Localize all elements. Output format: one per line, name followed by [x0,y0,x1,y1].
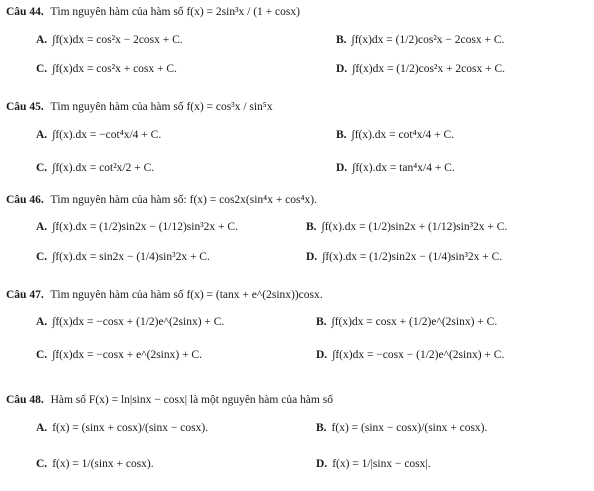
question-text: Tìm nguyên hàm của hàm số [50,101,184,113]
answer-option-c[interactable]: C. ∫f(x)dx = −cosx + e^(2sinx) + C. [36,349,202,361]
question-text: Tìm nguyên hàm của hàm số: [50,194,187,206]
question-number: Câu 46. [6,194,44,206]
question-number: Câu 48. [6,394,44,406]
answer-option-a[interactable]: A. ∫f(x).dx = (1/2)sin2x − (1/12)sin³2x + C. [36,221,238,233]
answer-option-d[interactable]: D. ∫f(x)dx = −cosx − (1/2)e^(2sinx) + C. [316,349,505,361]
question-function: f(x) = 2sin³x / (1 + cosx) [186,6,300,18]
question-text: Tìm nguyên hàm của hàm số [50,289,184,301]
answer-option-a[interactable]: A. f(x) = (sinx + cosx)/(sinx − cosx). [36,422,209,434]
question-text: Hàm số [50,394,87,406]
answer-option-c[interactable]: C. ∫f(x).dx = sin2x − (1/4)sin³2x + C. [36,251,210,263]
answer-option-b[interactable]: B. ∫f(x)dx = (1/2)cos²x − 2cosx + C. [336,34,505,46]
question-47 [6,289,323,301]
question-46 [6,194,317,206]
answer-option-b[interactable]: B. f(x) = (sinx − cosx)/(sinx + cosx). [316,422,488,434]
question-48 [6,394,333,406]
answer-option-d[interactable]: D. ∫f(x).dx = (1/2)sin2x − (1/4)sin³2x + C. [306,251,503,263]
answer-option-a[interactable]: A. ∫f(x)dx = cos²x − 2cosx + C. [36,34,183,46]
question-45 [6,101,273,113]
question-number: Câu 45. [6,101,44,113]
answer-option-b[interactable]: B. ∫f(x)dx = cosx + (1/2)e^(2sinx) + C. [316,316,498,328]
answer-option-c[interactable]: C. ∫f(x)dx = cos²x + cosx + C. [36,63,177,75]
question-function: f(x) = cos2x(sin⁴x + cos⁴x). [189,194,317,206]
answer-option-b[interactable]: B. ∫f(x).dx = (1/2)sin2x + (1/12)sin³2x + C. [306,221,508,233]
answer-option-a[interactable]: A. ∫f(x)dx = −cosx + (1/2)e^(2sinx) + C. [36,316,225,328]
answer-option-d[interactable]: D. ∫f(x).dx = tan⁴x/4 + C. [336,162,455,174]
answer-option-d[interactable]: D. ∫f(x)dx = (1/2)cos²x + 2cosx + C. [336,63,506,75]
answer-option-a[interactable]: A. ∫f(x).dx = −cot⁴x/4 + C. [36,129,162,141]
question-44 [6,6,300,18]
answer-option-c[interactable]: C. f(x) = 1/(sinx + cosx). [36,458,154,470]
question-function: f(x) = (tanx + e^(2sinx))cosx. [186,289,323,301]
question-function: F(x) = ln|sinx − cosx| [88,394,187,406]
answer-option-b[interactable]: B. ∫f(x).dx = cot⁴x/4 + C. [336,129,455,141]
answer-option-d[interactable]: D. f(x) = 1/|sinx − cosx|. [316,458,431,470]
question-text: Tìm nguyên hàm của hàm số [50,6,184,18]
answer-option-c[interactable]: C. ∫f(x).dx = cot²x/2 + C. [36,162,155,174]
question-text-continued: là một nguyên hàm của hàm số [189,394,333,406]
question-function: f(x) = cos³x / sin⁵x [186,101,273,113]
question-number: Câu 44. [6,6,44,18]
question-number: Câu 47. [6,289,44,301]
